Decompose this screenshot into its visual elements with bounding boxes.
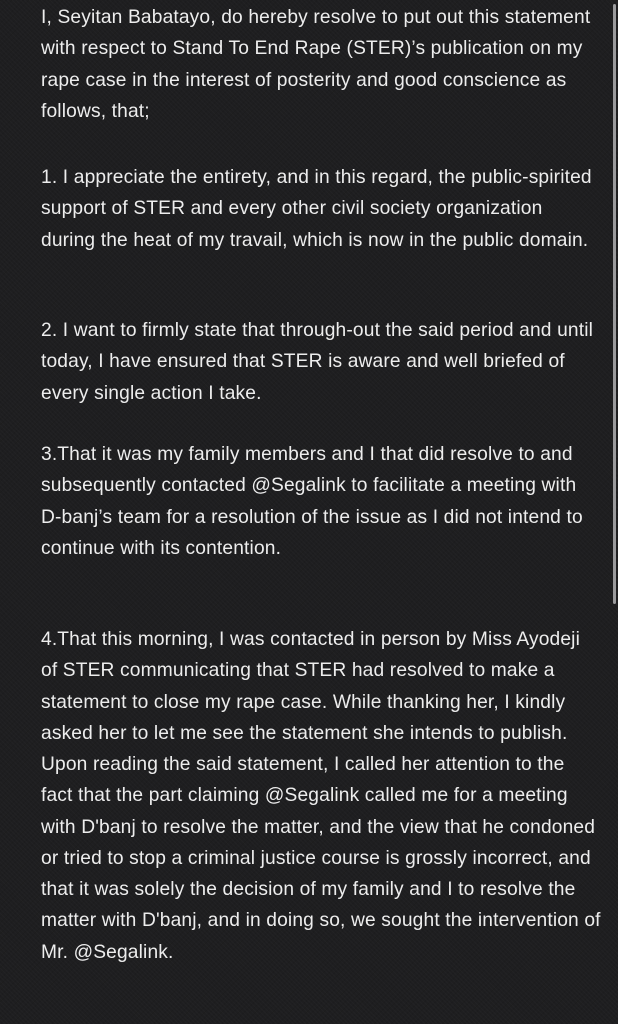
point-4-paragraph: 4.That this morning, I was contacted in person by Miss Ayodeji of STER communicating that STER had resolved to make a statement to close my rape case. While thanking her, I kindly asked her to let me see the statement she intends to publish. Upon reading the said statement, I called her attention to the fact that the part claiming @Segalink called me for a meeting with D'banj to resolve the matter, and the view that he condoned or tried to stop a criminal justice course is grossly incorrect, and that it was solely the decision of my family and I to resolve the matter with D'banj, and in doing so, we sought the intervention of Mr. @Segalink. xyxy=(41,629,601,963)
point-3-paragraph: 3.That it was my family members and I that did resolve to and subsequently contacted @Segalink to facilitate a meeting with D-banj’s team for a resolution of the issue as I did not intend to continue with its contention. xyxy=(41,444,583,559)
intro-paragraph: I, Seyitan Babatayo, do hereby resolve to put out this statement with respect to Stand To End Rape (STER)’s publication on my rape case in the interest of posterity and good conscience as follows, that; xyxy=(41,7,591,122)
point-1-paragraph: 1. I appreciate the entirety, and in this regard, the public-spirited support of STER and every other civil society organization during the heat of my travail, which is now in the public domain. xyxy=(41,167,592,251)
point-2-paragraph: 2. I want to firmly state that through-out the said period and until today, I have ensured that STER is aware and well briefed of every single action I take. xyxy=(41,320,594,404)
vertical-scrollbar[interactable] xyxy=(613,4,616,604)
